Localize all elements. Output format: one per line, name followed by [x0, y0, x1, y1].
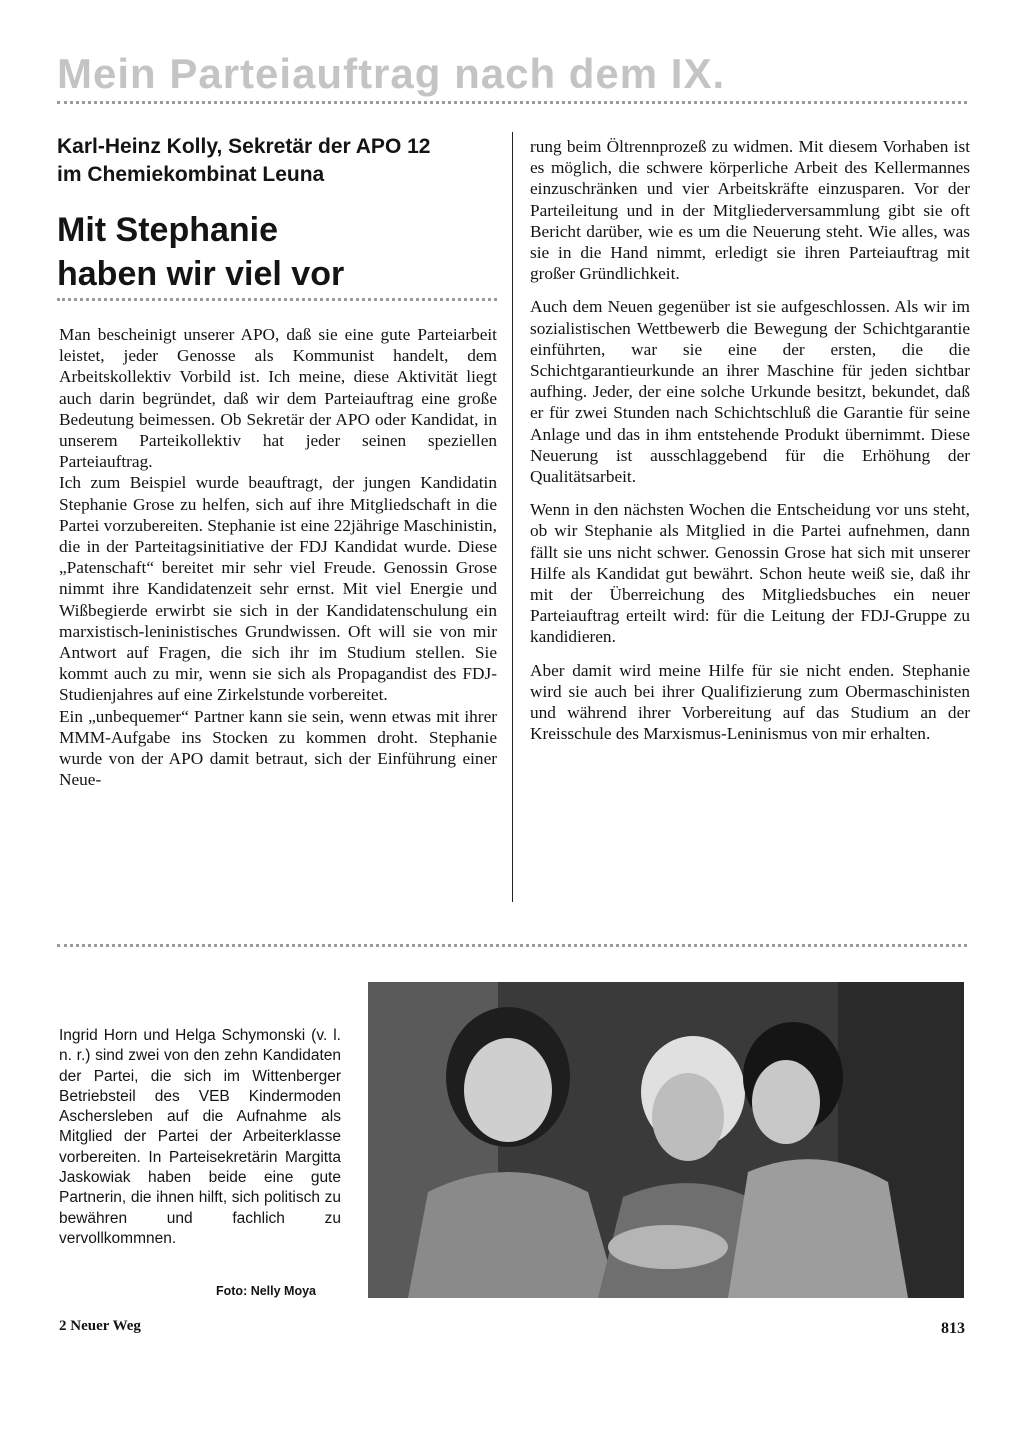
- paragraph: Auch dem Neuen gegenüber ist sie aufgeschlossen. Als wir im sozialistischen Wettbewerb die Bewegung der Schichtgarantie einführten, war sie eine der ersten, die die Schichtgarantieurkunde an ihrer Maschine für jeden sichtbar aufhing. Jeder, der eine solche Urkunde besitzt, bekundet, daß er für zwei Stunden nach Schichtschluß die Garantie für seine Anlage und das in ihm entstehende Produkt übernimmt. Diese Neuerung ist ausschlaggebend für die Erhöhung der Qualitätsarbeit.: [530, 297, 970, 487]
- paragraph: Ein „unbequemer“ Partner kann sie sein, wenn etwas mit ihrer MMM-Aufgabe ins Stocken zu kommen droht. Stephanie wurde von der APO damit betraut, sich der Einführung einer Neue-: [59, 706, 497, 790]
- paragraph: Aber damit wird meine Hilfe für sie nicht enden. Stephanie wird sie auch bei ihrer Qualifizierung zum Obermaschinisten und während ihrer Vorbereitung auf das Studium an der Kreisschule des Marxismus-Leninismus von mir erhalten.: [530, 660, 970, 744]
- author-line-1: Karl-Heinz Kolly, Sekretär der APO 12: [57, 135, 431, 158]
- article-photo: [368, 982, 964, 1298]
- article-headline: [57, 208, 497, 296]
- photo-caption: Ingrid Horn und Helga Schymonski (v. l. n. r.) sind zwei von den zehn Kandidaten der Partei, die sich im Wittenberger Betriebsteil des VEB Kindermoden Aschersleben auf die Aufnahme als Mitglied der Partei der Arbeiterklasse vorbereiten. In Parteisekretärin Margitta Jaskowiak haben beide eine gute Partnerin, die ihnen hilft, sich politisch zu bewähren und fachlich zu vervollkommnen.: [59, 1027, 341, 1247]
- paragraph: Ich zum Beispiel wurde beauftragt, der jungen Kandidatin Stephanie Grose zu helfen, sich auf ihre Mitgliedschaft in die Partei vorzubereiten. Stephanie ist eine 22jährige Maschinistin, die in der Parteitagsinitiative der FDJ Kandidat wurde. Diese „Patenschaft“ bereitet mir sehr viel Freude. Genossin Grose nimmt ihre Kandidatenzeit sehr ernst. Mit viel Energie und Wißbegierde erwirbt sie sich in der Kandidatenschulung ein marxistisch-leninistisches Grundwissen. Oft will sie von mir Antwort auf Fragen, die sich ihr im Studium stellen. Sie kommt auch zu mir, wenn sie sich als Propagandist des FDJ-Studienjahres auf eine Zirkelstunde vorbereitet.: [59, 473, 497, 705]
- article-column-left: [59, 324, 497, 790]
- paragraph: Wenn in den nächsten Wochen die Entscheidung vor uns steht, ob wir Stephanie als Mitglied in die Partei aufnehmen, dann fällt sie uns nicht schwer. Genossin Grose hat sich mit unserer Hilfe als Kandidat gut bewährt. Schon heute weiß sie, daß ihr mit der Überreichung des Mitgliedsbuches ein neuer Parteiauftrag erteilt wird: für die Leitung der FDJ-Gruppe zu kandidieren.: [530, 500, 970, 647]
- footer-publication: 2 Neuer Weg: [59, 1318, 141, 1334]
- headline-line-2: haben wir viel vor: [57, 255, 345, 293]
- headline-divider: [57, 298, 497, 301]
- author-line-2: im Chemiekombinat Leuna: [57, 163, 325, 186]
- column-divider: [512, 132, 513, 902]
- paragraph: rung beim Öltrennprozeß zu widmen. Mit diesem Vorhaben ist es möglich, die schwere körperliche Arbeit des Kellermannes einzuschränken und vier Arbeitskräfte einzusparen. Vor der Parteileitung und in der Mitgliederversammlung gibt sie oft Bericht darüber, wie es um die Neuerung steht. Wie alles, was sie in die Hand nimmt, erledigt sie ihren Parteiauftrag mit großer Gründlichkeit.: [530, 137, 970, 284]
- headline-line-1: Mit Stephanie: [57, 211, 279, 249]
- paragraph: Man bescheinigt unserer APO, daß sie eine gute Parteiarbeit leistet, jeder Genosse als Kommunist handelt, dem Arbeitskollektiv Vorbild ist. Ich meine, diese Aktivität liegt auch darin begründet, daß wir dem Parteiauftrag eine große Bedeutung beimessen. Ob Sekretär der APO oder Kandidat, in unserem Parteikollektiv hat jeder seinen speziellen Parteiauftrag.: [59, 325, 497, 472]
- page-number: 813: [941, 1320, 965, 1337]
- article-column-right: [530, 136, 970, 744]
- section-kicker: Mein Parteiauftrag nach dem IX.: [57, 50, 726, 97]
- author-line: [57, 133, 497, 189]
- bottom-divider: [57, 944, 967, 947]
- photo-illustration: [368, 982, 964, 1298]
- photo-credit: Foto: Nelly Moya: [216, 1284, 317, 1298]
- top-divider: [57, 101, 967, 104]
